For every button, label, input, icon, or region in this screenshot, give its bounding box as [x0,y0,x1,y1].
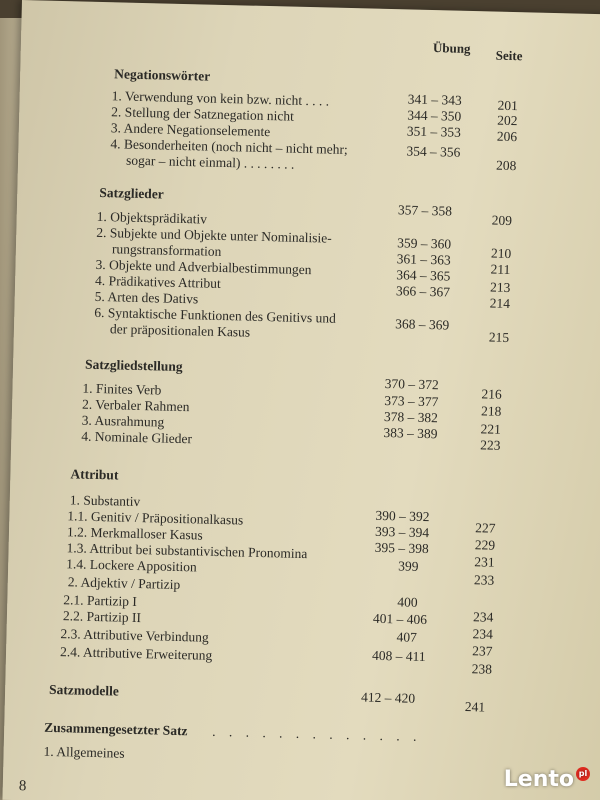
page-number: 206 [496,128,518,145]
section-title: Attribut [70,466,119,483]
page-number: 216 [481,386,502,402]
exercise-range: 412 – 420 [360,689,416,706]
exercise-range: 408 – 411 [371,647,426,665]
toc-entry: 3. Objekte und Adverbialbestimmungen [95,256,312,278]
exercise-range: 366 – 367 [395,283,451,300]
exercise-range: 399 [398,558,419,574]
exercise-range: 357 – 358 [397,202,453,219]
page-number: 209 [491,212,513,229]
exercise-range: 400 [397,594,418,610]
exercise-range: 393 – 394 [374,523,430,541]
exercise-range: 359 – 360 [396,235,452,252]
header-page: Seite [495,47,523,64]
page-number: 231 [474,554,495,570]
section-title: Zusammengesetzter Satz [44,719,188,739]
page-number: 211 [490,261,511,278]
toc-entry: 2. Subjekte und Objekte unter Nominalisie- [96,224,332,246]
exercise-range: 364 – 365 [396,267,451,284]
page-number: 227 [475,520,496,536]
toc-entry: 2. Verbaler Rahmen [81,396,190,415]
exercise-range: 401 – 406 [372,610,428,628]
watermark-logo [504,767,590,792]
toc-entry: 1. Verwendung von kein bzw. nicht . . . . [111,88,330,109]
toc-entry: 4. Prädikatives Attribut [94,272,221,291]
page-number: 234 [472,609,494,625]
toc-entry: 3. Ausrahmung [81,412,165,430]
page-number: 237 [472,643,493,659]
section-title: Satzgliedstellung [84,356,183,375]
toc-entry: 1. Substantiv [69,492,141,510]
toc-entry: 1. Finites Verb [82,380,162,398]
toc-entry: 1. Objektsprädikativ [96,208,208,227]
exercise-range: 368 – 369 [395,316,450,333]
page-number: 218 [480,403,502,419]
toc-entry: 1.1. Genitiv / Präpositionalkasus [67,508,244,528]
watermark-badge: pl [576,767,590,781]
toc-entry: 1.2. Merkmalloser Kasus [66,524,203,543]
exercise-range: 395 – 398 [374,539,429,557]
page-number: 229 [474,537,496,553]
exercise-range: 344 – 350 [407,107,462,124]
book-page [2,0,600,800]
toc-entry: 2. Stellung der Satznegation nicht [111,104,295,124]
exercise-range: 390 – 392 [375,507,430,525]
toc-entry: 6. Syntaktische Funktionen des Genitivs und [94,304,336,326]
toc-entry: 5. Arten des Dativs [94,288,199,307]
exercise-range: 378 – 382 [383,408,439,426]
toc-entry-cont: rungstransformation [111,241,222,259]
toc-entry: 4. Nominale Glieder [81,428,193,447]
page-number: 233 [473,572,495,588]
page-number: 213 [489,279,511,296]
watermark-text: Lento [503,767,574,792]
section-title: Satzmodelle [48,681,120,699]
toc-entry-cont: der präpositionalen Kasus [109,321,251,340]
page-number: 215 [488,329,510,346]
exercise-range: 373 – 377 [384,392,439,410]
exercise-range: 370 – 372 [384,375,439,393]
toc-entry: 4. Besonderheiten (noch nicht – nicht mehr; [110,136,348,158]
exercise-range: 354 – 356 [406,143,461,160]
toc-entry: 1.3. Attribut bei substantivischen Pronomina [66,540,308,562]
page-number: 238 [471,661,493,677]
exercise-range: 341 – 343 [407,91,462,108]
page-number: 201 [497,97,519,114]
exercise-range: 351 – 353 [406,123,462,140]
page-number: 223 [480,437,501,453]
section-title: Satzglieder [99,184,164,202]
section-title: Negationswörter [114,66,211,84]
page-number: 208 [495,157,517,174]
toc-entry: 3. Andere Negationselemente [110,120,271,140]
exercise-range: 383 – 389 [383,424,438,442]
page-number: 202 [497,112,518,129]
exercise-range: 407 [396,629,417,645]
leader-dots: . . . . . . . . . . . . . [212,723,422,744]
toc-entry: 2.1. Partizip I [63,592,138,609]
toc-entry: 1.4. Lockere Apposition [66,556,197,575]
toc-entry: 2.3. Attributive Verbindung [60,626,209,645]
header-exercise: Übung [432,40,471,56]
toc-entry: 1. Allgemeines [43,743,125,761]
page-number: 214 [489,295,511,312]
toc-entry-cont: sogar – nicht einmal) . . . . . . . . [125,152,295,172]
exercise-range: 361 – 363 [396,251,451,268]
page-number: 241 [464,699,486,715]
page-number: 221 [480,421,502,437]
toc-entry: 2.4. Attributive Erweiterung [59,644,213,663]
page-number: 210 [490,245,512,262]
page-folio: 8 [18,778,27,795]
page-number: 234 [472,626,494,642]
toc-entry: 2. Adjektiv / Partizip [67,574,181,593]
toc-entry: 2.2. Partizip II [62,608,142,626]
